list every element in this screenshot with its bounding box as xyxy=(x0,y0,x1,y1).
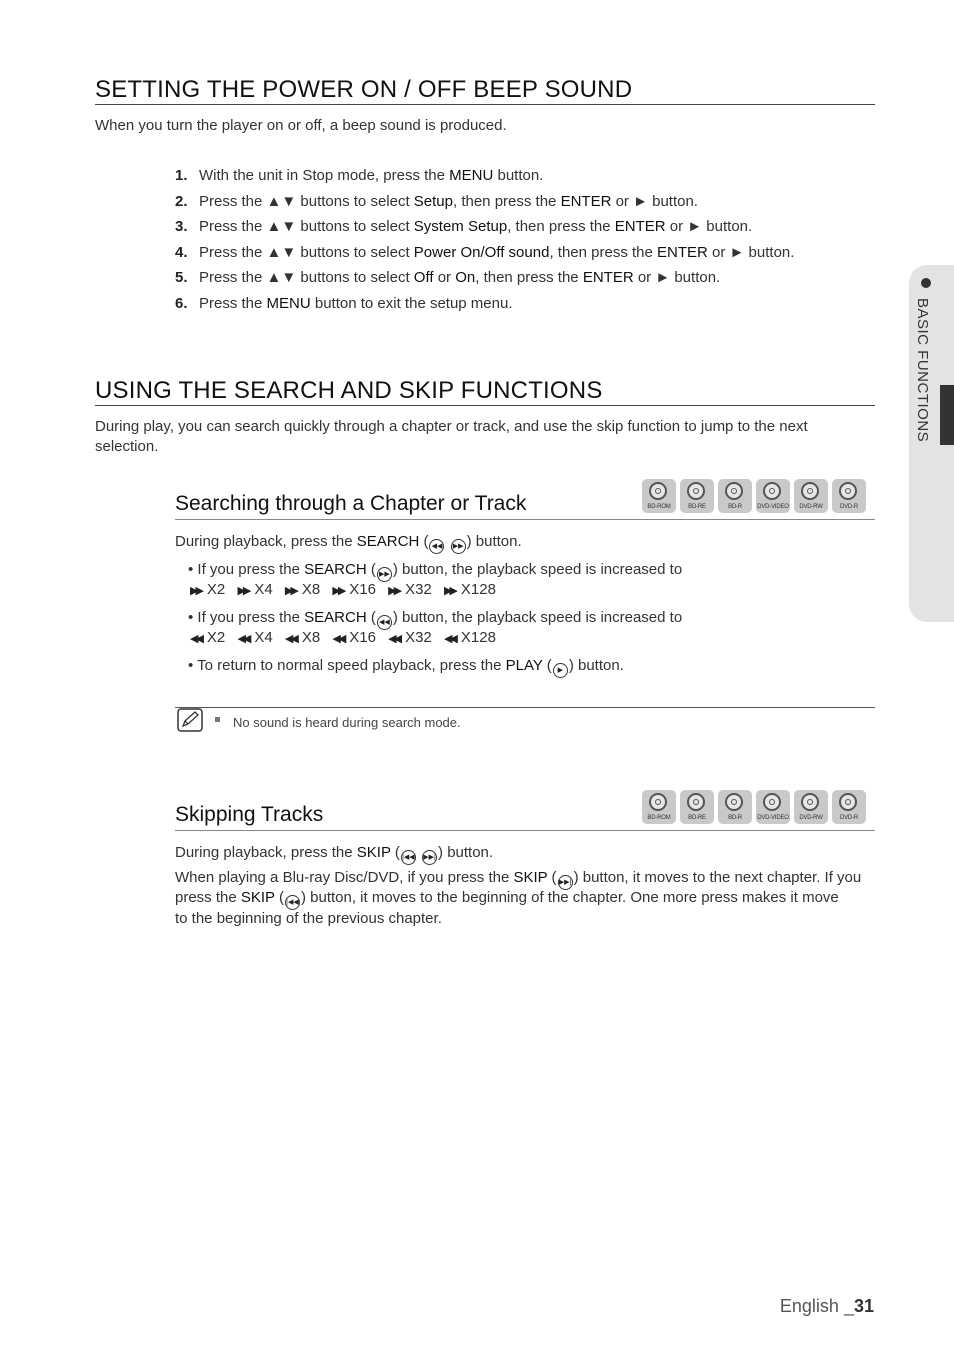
fast-forward-icon: ▶▶ xyxy=(377,567,392,582)
chapter-tab-marker xyxy=(940,385,954,445)
step-item: 2. Press the ▲▼ buttons to select Setup, then press the ENTER or ► button. xyxy=(175,192,698,210)
step-item: 1. With the unit in Stop mode, press the MENU button. xyxy=(175,167,544,184)
skip-back-icon: |◀◀ xyxy=(285,895,300,910)
note-text: No sound is heard during search mode. xyxy=(233,715,461,730)
fast-forward-icon: ▶▶ xyxy=(388,585,400,597)
bd-rom-disc-icon: BD-ROM xyxy=(642,479,676,513)
rewind-icon: ◀◀ xyxy=(237,633,249,645)
forward-speed-list: ▶▶ X2 ▶▶ X4 ▶▶ X8 ▶▶ X16 ▶▶ X32 ▶▶ X128 xyxy=(190,581,496,598)
skip-intro: During playback, press the SKIP ( |◀◀ ▶▶| ) button. xyxy=(175,843,493,865)
title-rule xyxy=(95,405,875,406)
note-rule xyxy=(175,707,875,708)
search-bullet-reverse: • If you press the SEARCH ( ◀◀ ) button, the playback speed is increased to xyxy=(188,608,682,630)
rewind-icon: ◀◀ xyxy=(388,633,400,645)
subheading-skip: Skipping Tracks xyxy=(175,803,324,826)
chapter-bullet-dot xyxy=(921,278,931,288)
note-pencil-icon xyxy=(177,708,203,732)
skip-forward-icon: ▶▶| xyxy=(558,875,573,890)
fast-forward-icon: ▶▶ xyxy=(443,585,455,597)
section-title-power-beep: SETTING THE POWER ON / OFF BEEP SOUND xyxy=(95,76,633,103)
reverse-speed-list: ◀◀ X2 ◀◀ X4 ◀◀ X8 ◀◀ X16 ◀◀ X32 ◀◀ X128 xyxy=(190,629,496,646)
section-title-search-skip: USING THE SEARCH AND SKIP FUNCTIONS xyxy=(95,377,603,404)
dvd-video-disc-icon: DVD-VIDEO xyxy=(756,479,790,513)
fast-forward-icon: ▶▶ xyxy=(237,585,249,597)
skip-paragraph-line: When playing a Blu-ray Disc/DVD, if you press the SKIP ( ▶▶| ) button, it moves to the next chapter. If you xyxy=(175,868,861,890)
rewind-icon: ◀◀ xyxy=(443,633,455,645)
search-intro: During playback, press the SEARCH ( ◀◀ ▶▶ ) button. xyxy=(175,532,522,554)
fast-forward-icon: ▶▶ xyxy=(284,585,296,597)
rewind-icon: ◀◀ xyxy=(377,615,392,630)
search-bullet-play: • To return to normal speed playback, press the PLAY ( ▶ ) button. xyxy=(188,656,624,678)
rewind-icon: ◀◀ xyxy=(190,633,201,645)
bd-re-disc-icon: BD-RE xyxy=(680,479,714,513)
rewind-icon: ◀◀ xyxy=(429,539,444,554)
dvd-r-disc-icon: DVD-R xyxy=(832,479,866,513)
fast-forward-icon: ▶▶ xyxy=(190,585,201,597)
skip-forward-icon: ▶▶| xyxy=(422,850,437,865)
disc-compat-icons xyxy=(642,790,866,824)
step-item: 4. Press the ▲▼ buttons to select Power On/Off sound, then press the ENTER or ► button. xyxy=(175,243,795,261)
section-intro-line: selection. xyxy=(95,438,159,455)
steps-list xyxy=(175,166,794,320)
dvd-video-disc-icon: DVD-VIDEO xyxy=(756,790,790,824)
section-intro: When you turn the player on or off, a beep sound is produced. xyxy=(95,117,507,134)
subheading-rule xyxy=(175,830,875,831)
bd-r-disc-icon: BD-R xyxy=(718,790,752,824)
step-item: 6. Press the MENU button to exit the setup menu. xyxy=(175,294,513,312)
note-bullet-square xyxy=(215,717,220,722)
search-bullet-forward: • If you press the SEARCH ( ▶▶ ) button, the playback speed is increased to xyxy=(188,560,682,582)
dvd-rw-disc-icon: DVD-RW xyxy=(794,790,828,824)
skip-paragraph-line: press the SKIP ( |◀◀ ) button, it moves to the beginning of the chapter. One more press makes it move xyxy=(175,888,839,910)
fast-forward-icon: ▶▶ xyxy=(332,585,344,597)
page-number: 31 xyxy=(853,1296,874,1316)
disc-compat-icons xyxy=(642,479,866,513)
rewind-icon: ◀◀ xyxy=(332,633,344,645)
section-intro-line: During play, you can search quickly through a chapter or track, and use the skip function to jump to the next xyxy=(95,418,808,435)
dvd-rw-disc-icon: DVD-RW xyxy=(794,479,828,513)
subheading-rule xyxy=(175,519,875,520)
title-rule xyxy=(95,104,875,105)
page-footer: English _31 xyxy=(779,1296,874,1316)
chapter-tab-label: BASIC FUNCTIONS xyxy=(914,298,931,443)
rewind-icon: ◀◀ xyxy=(284,633,296,645)
bd-re-disc-icon: BD-RE xyxy=(680,790,714,824)
skip-back-icon: |◀◀ xyxy=(401,850,416,865)
fast-forward-icon: ▶▶ xyxy=(451,539,466,554)
play-icon: ▶ xyxy=(553,663,568,678)
bd-r-disc-icon: BD-R xyxy=(718,479,752,513)
step-item: 5. Press the ▲▼ buttons to select Off or On, then press the ENTER or ► button. xyxy=(175,269,721,287)
subheading-search: Searching through a Chapter or Track xyxy=(175,492,527,515)
skip-paragraph-line: to the beginning of the previous chapter. xyxy=(175,910,442,927)
dvd-r-disc-icon: DVD-R xyxy=(832,790,866,824)
step-item: 3. Press the ▲▼ buttons to select System Setup, then press the ENTER or ► button. xyxy=(175,218,753,236)
bd-rom-disc-icon: BD-ROM xyxy=(642,790,676,824)
